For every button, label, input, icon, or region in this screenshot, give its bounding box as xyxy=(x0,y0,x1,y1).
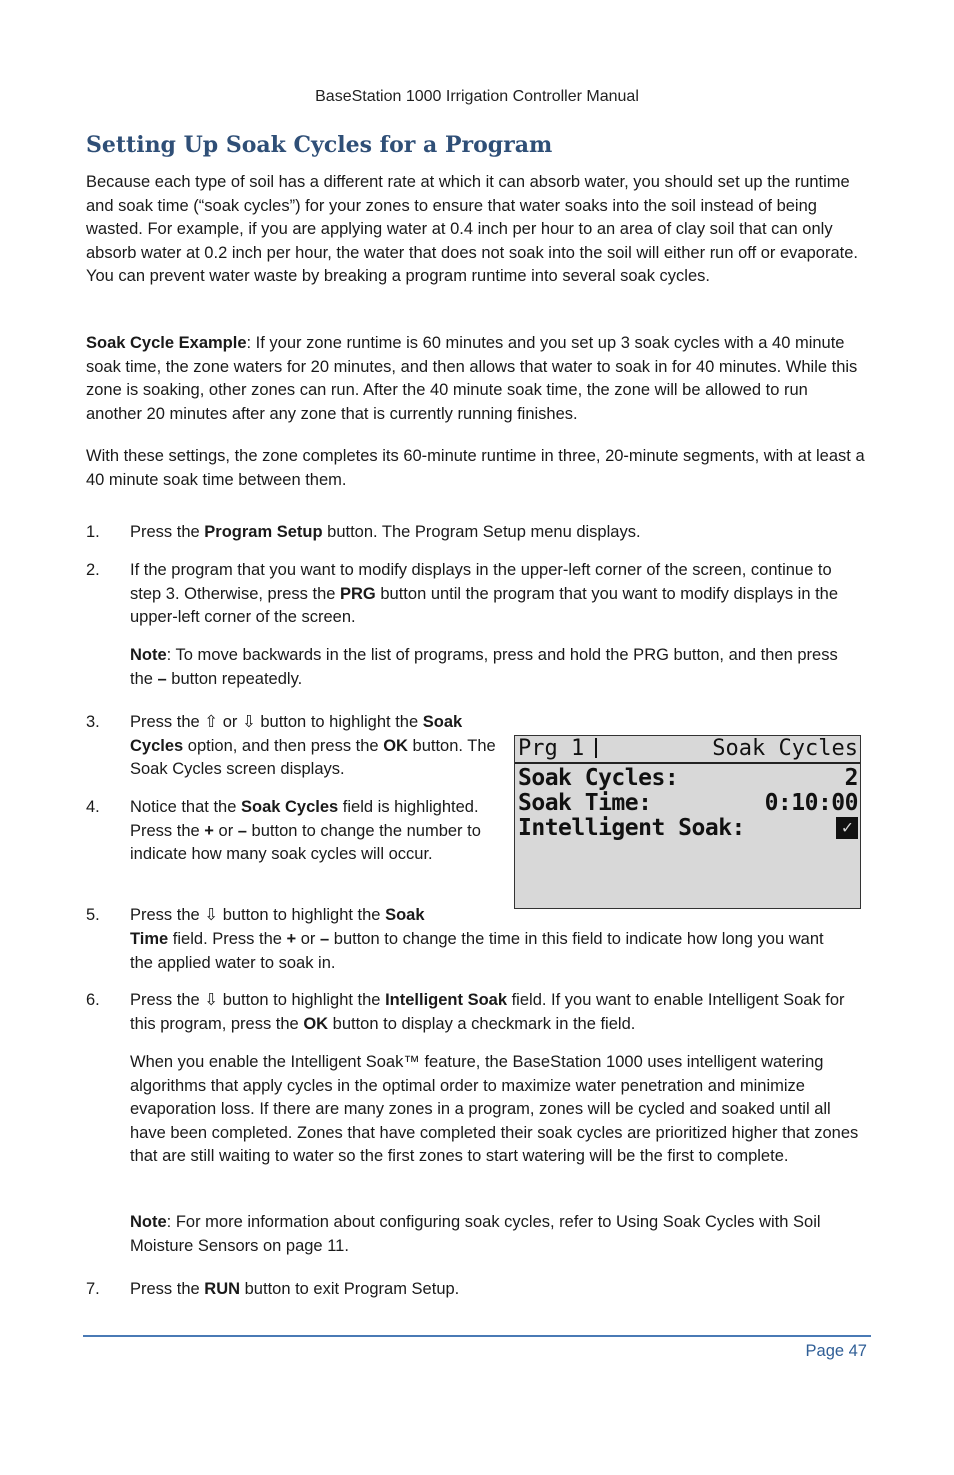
section-title: Setting Up Soak Cycles for a Program xyxy=(86,132,553,158)
step-6-text: Press the ⇩ button to highlight the Intelligent Soak field. If you want to enable Intelligent Soak for this program, press the OK button to display a checkmark in the field. xyxy=(130,991,845,1033)
example-text: : If your zone runtime is 60 minutes and you set up 3 soak cycles with a 40 minute soak time, the zone waters for 20 minutes, and then allows that water to soak in for 40 minutes. While this zone is soaking, other zones can run. After the 40 minute soak time, the zone will be allowed to run another 20 minutes after any zone that is currently running finishes. xyxy=(86,334,858,423)
step-number: 5. xyxy=(86,906,100,924)
running-header: BaseStation 1000 Irrigation Controller Manual xyxy=(315,88,639,105)
step-number: 6. xyxy=(86,991,100,1009)
example-label: Soak Cycle Example xyxy=(86,334,247,352)
step-5-text-a: Press the ⇩ button to highlight the Soak xyxy=(130,906,425,924)
note-more-info: Note: For more information about configuring soak cycles, refer to Using Soak Cycles with Soil Moisture Sensors on page 11. xyxy=(130,1213,821,1255)
settings-paragraph: With these settings, the zone completes its 60-minute runtime in three, 20-minute segments, with at least a 40 minute soak time between them. xyxy=(86,447,865,489)
step-number: 1. xyxy=(86,523,100,541)
lcd-program-label: Prg 1 xyxy=(518,736,585,761)
step-1-text: Press the Program Setup button. The Program Setup menu displays. xyxy=(130,523,641,541)
step-number: 3. xyxy=(86,713,100,731)
step-7-text: Press the RUN button to exit Program Setup. xyxy=(130,1280,460,1298)
step-number: 7. xyxy=(86,1280,100,1298)
page-number: Page 47 xyxy=(805,1342,867,1360)
lcd-title-bar xyxy=(515,736,860,764)
step-5-text-b: Time field. Press the + or – button to change the time in this field to indicate how long you want the applied water to soak in. xyxy=(130,930,824,972)
lcd-row-soak-time: Soak Time: 0:10:00 xyxy=(518,790,858,816)
step-3-text: Press the ⇧ or ⇩ button to highlight the Soak Cycles option, and then press the OK button. The Soak Cycles screen displays. xyxy=(130,713,496,779)
intelligent-soak-paragraph: When you enable the Intelligent Soak™ feature, the BaseStation 1000 uses intelligent watering algorithms that apply cycles in the optimal order to maximize water penetration and minimize evaporation loss. If there are many zones in a program, zones will be cycled and soaked until all have been completed. Zones that have completed their soak cycles are prioritized higher that zones that are still waiting to water so the first zones to start watering will be the first to complete. xyxy=(130,1053,859,1166)
step-number: 2. xyxy=(86,561,100,579)
lcd-screen-title: Soak Cycles xyxy=(712,736,858,761)
footer-rule xyxy=(83,1335,871,1337)
step-4-text: Notice that the Soak Cycles field is highlighted. Press the + or – button to change the number to indicate how many soak cycles will occur. xyxy=(130,798,481,864)
note-backwards: Note: To move backwards in the list of programs, press and hold the PRG button, and then press the – button repeatedly. xyxy=(130,646,838,688)
step-2-text: If the program that you want to modify displays in the upper-left corner of the screen, continue to step 3. Otherwise, press the PRG button until the program that you want to modify displays in the upper-left corner of the screen. xyxy=(130,561,839,627)
lcd-cursor xyxy=(595,738,597,758)
example-paragraph xyxy=(86,332,866,426)
lcd-row-intelligent-soak: Intelligent Soak: ✓ xyxy=(518,815,858,841)
step-number: 4. xyxy=(86,798,100,816)
lcd-row-soak-cycles: Soak Cycles: 2 xyxy=(518,765,858,791)
lcd-soak-cycles-screen xyxy=(514,735,861,909)
checkmark-icon: ✓ xyxy=(836,817,858,839)
intro-paragraph: Because each type of soil has a different rate at which it can absorb water, you should set up the runtime and soak time (“soak cycles”) for your zones to ensure that water soaks into the soil instead of being wasted. For example, if you are applying water at 0.4 inch per hour to an area of clay soil that can only absorb water at 0.2 inch per hour, the water that does not soak into the soil will either run off or evaporate. You can prevent water waste by breaking a program runtime into several soak cycles. xyxy=(86,173,858,286)
